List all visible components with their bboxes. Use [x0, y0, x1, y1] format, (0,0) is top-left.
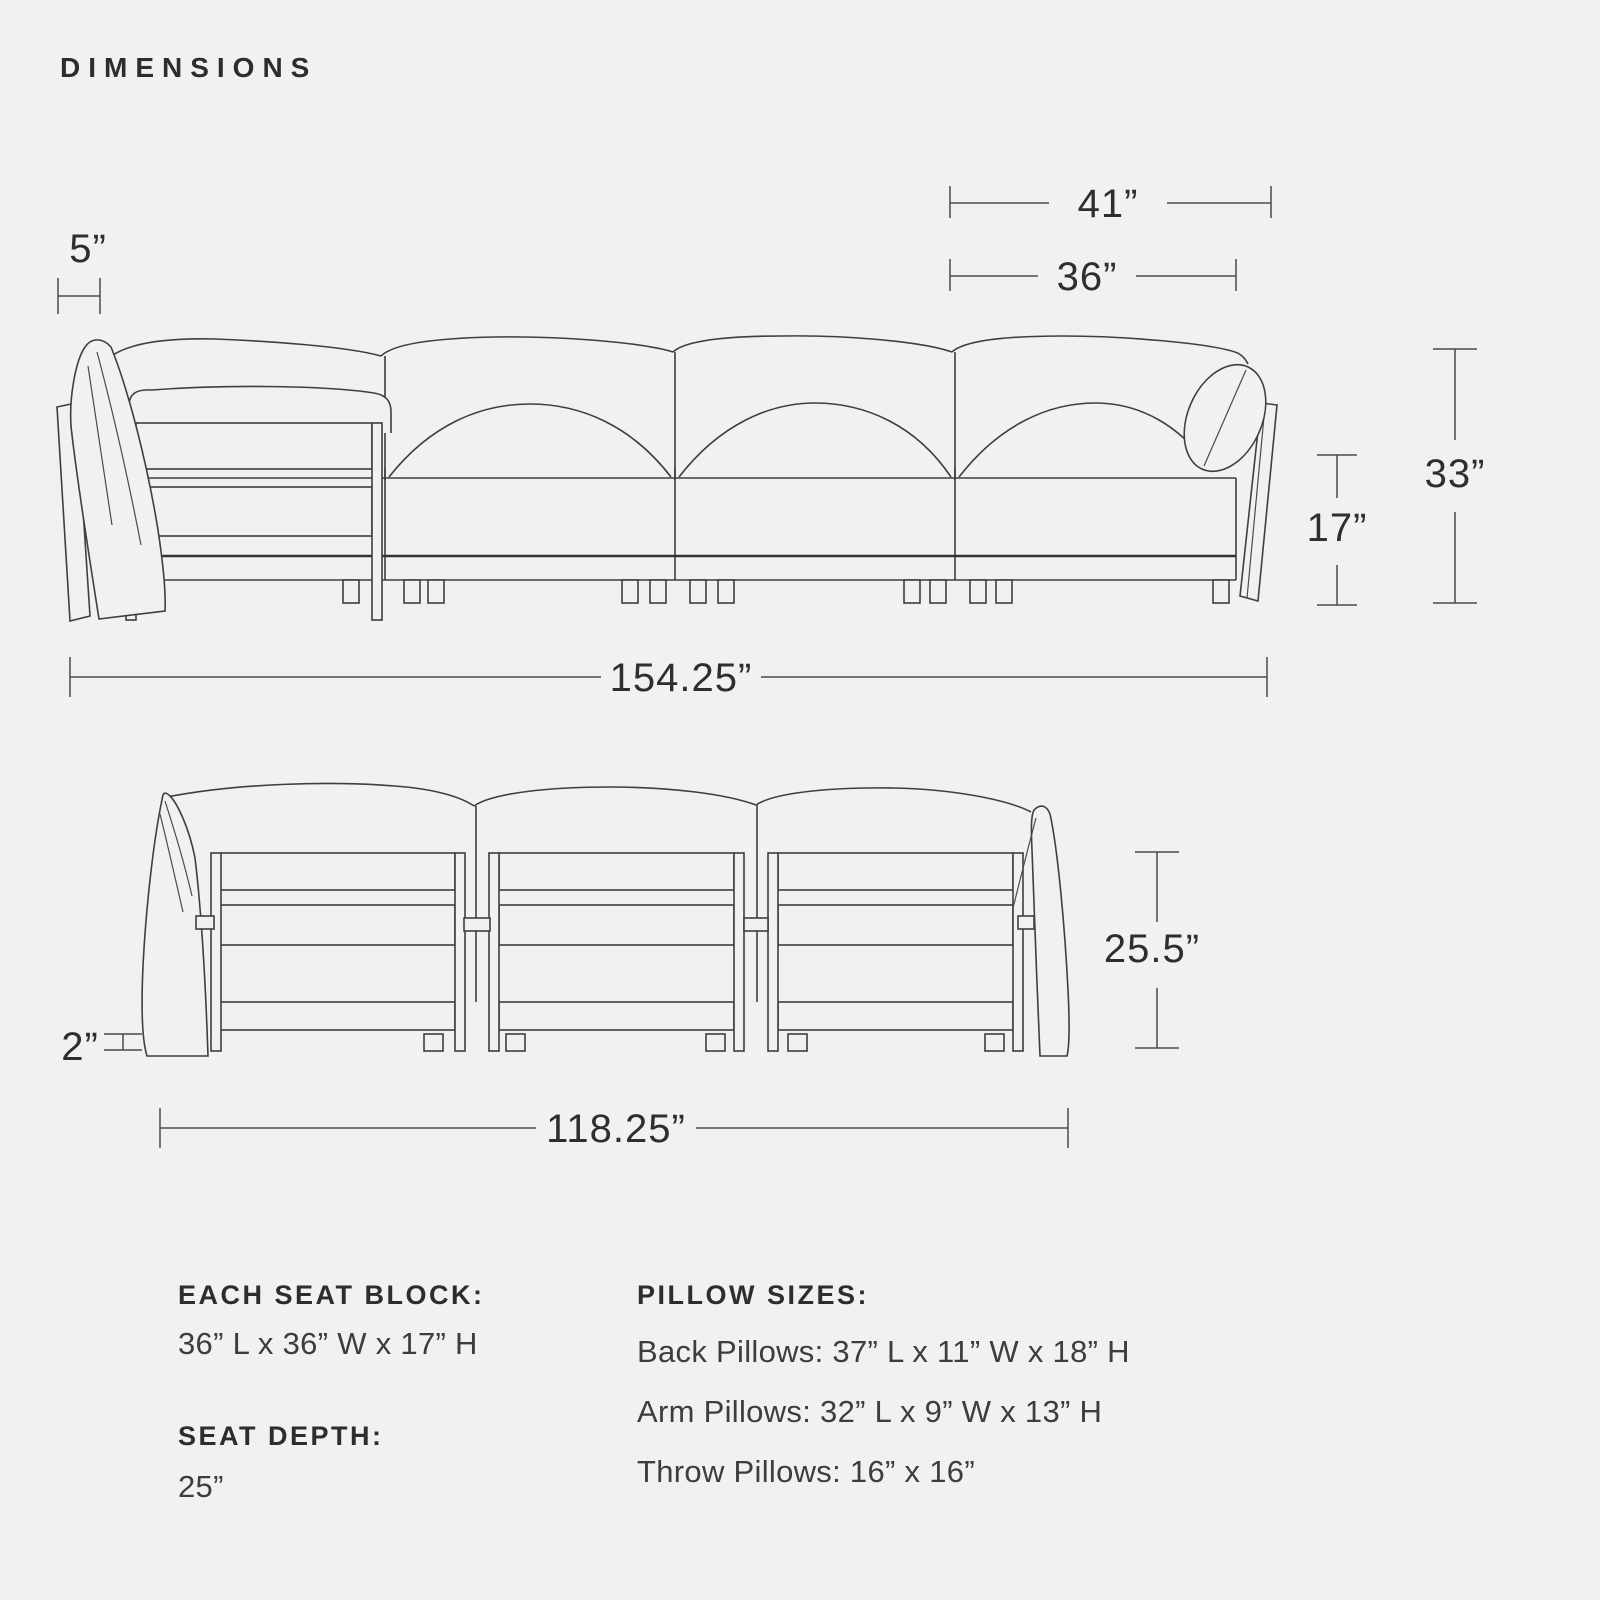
- seat-block-value: 36” L x 36” W x 17” H: [178, 1326, 478, 1361]
- dim-label-118: 118.25”: [546, 1107, 686, 1151]
- sofa-side-view: [57, 336, 1282, 621]
- dim-label-2: 2”: [61, 1025, 99, 1069]
- pillow-size-back: Back Pillows: 37” L x 11” W x 18” H: [637, 1334, 1130, 1369]
- dim-seat-with-arm-width: [950, 182, 1271, 226]
- dim-label-36: 36”: [1056, 255, 1118, 299]
- back-cushions-top: [167, 784, 1031, 1002]
- pillow-sizes-heading: PILLOW SIZES:: [637, 1280, 869, 1310]
- dim-arm-width: [58, 227, 107, 314]
- side-left-arm: [57, 340, 165, 621]
- dim-label-255: 25.5”: [1103, 927, 1201, 971]
- dim-label-33: 33”: [1424, 452, 1486, 496]
- back-frame-module-1: [211, 853, 465, 1051]
- side-seat-cushions: [385, 403, 1206, 480]
- back-feet: [424, 1034, 1004, 1051]
- pillow-size-throw: Throw Pillows: 16” x 16”: [637, 1454, 975, 1489]
- frame-junction-stub: [744, 918, 768, 931]
- dim-label-arm-width: 5”: [69, 227, 107, 271]
- page-title: DIMENSIONS: [60, 52, 318, 83]
- back-frame-module-2: [489, 853, 744, 1051]
- pillow-size-arm: Arm Pillows: 32” L x 9” W x 13” H: [637, 1394, 1103, 1429]
- frame-junction-stub: [464, 918, 490, 931]
- dim-overall-height: [1425, 349, 1486, 603]
- dim-foot-height: [61, 1025, 142, 1069]
- dim-back-height: [1104, 852, 1200, 1048]
- dim-label-154: 154.25”: [609, 656, 753, 700]
- seat-depth-value: 25”: [178, 1469, 224, 1504]
- dim-overall-length: [70, 656, 1267, 700]
- dim-label-17: 17”: [1306, 506, 1368, 550]
- back-left-arm: [142, 793, 214, 1056]
- sofa-back-view: [142, 784, 1069, 1056]
- side-legs: [343, 580, 1229, 603]
- dim-seat-width: [950, 255, 1236, 299]
- seat-block-heading: EACH SEAT BLOCK:: [178, 1280, 485, 1310]
- back-frame-module-3: [768, 853, 1023, 1051]
- dim-overall-depth: [160, 1107, 1068, 1151]
- seat-depth-heading: SEAT DEPTH:: [178, 1421, 384, 1451]
- dim-label-41: 41”: [1077, 182, 1139, 226]
- dim-seat-height: [1307, 455, 1368, 605]
